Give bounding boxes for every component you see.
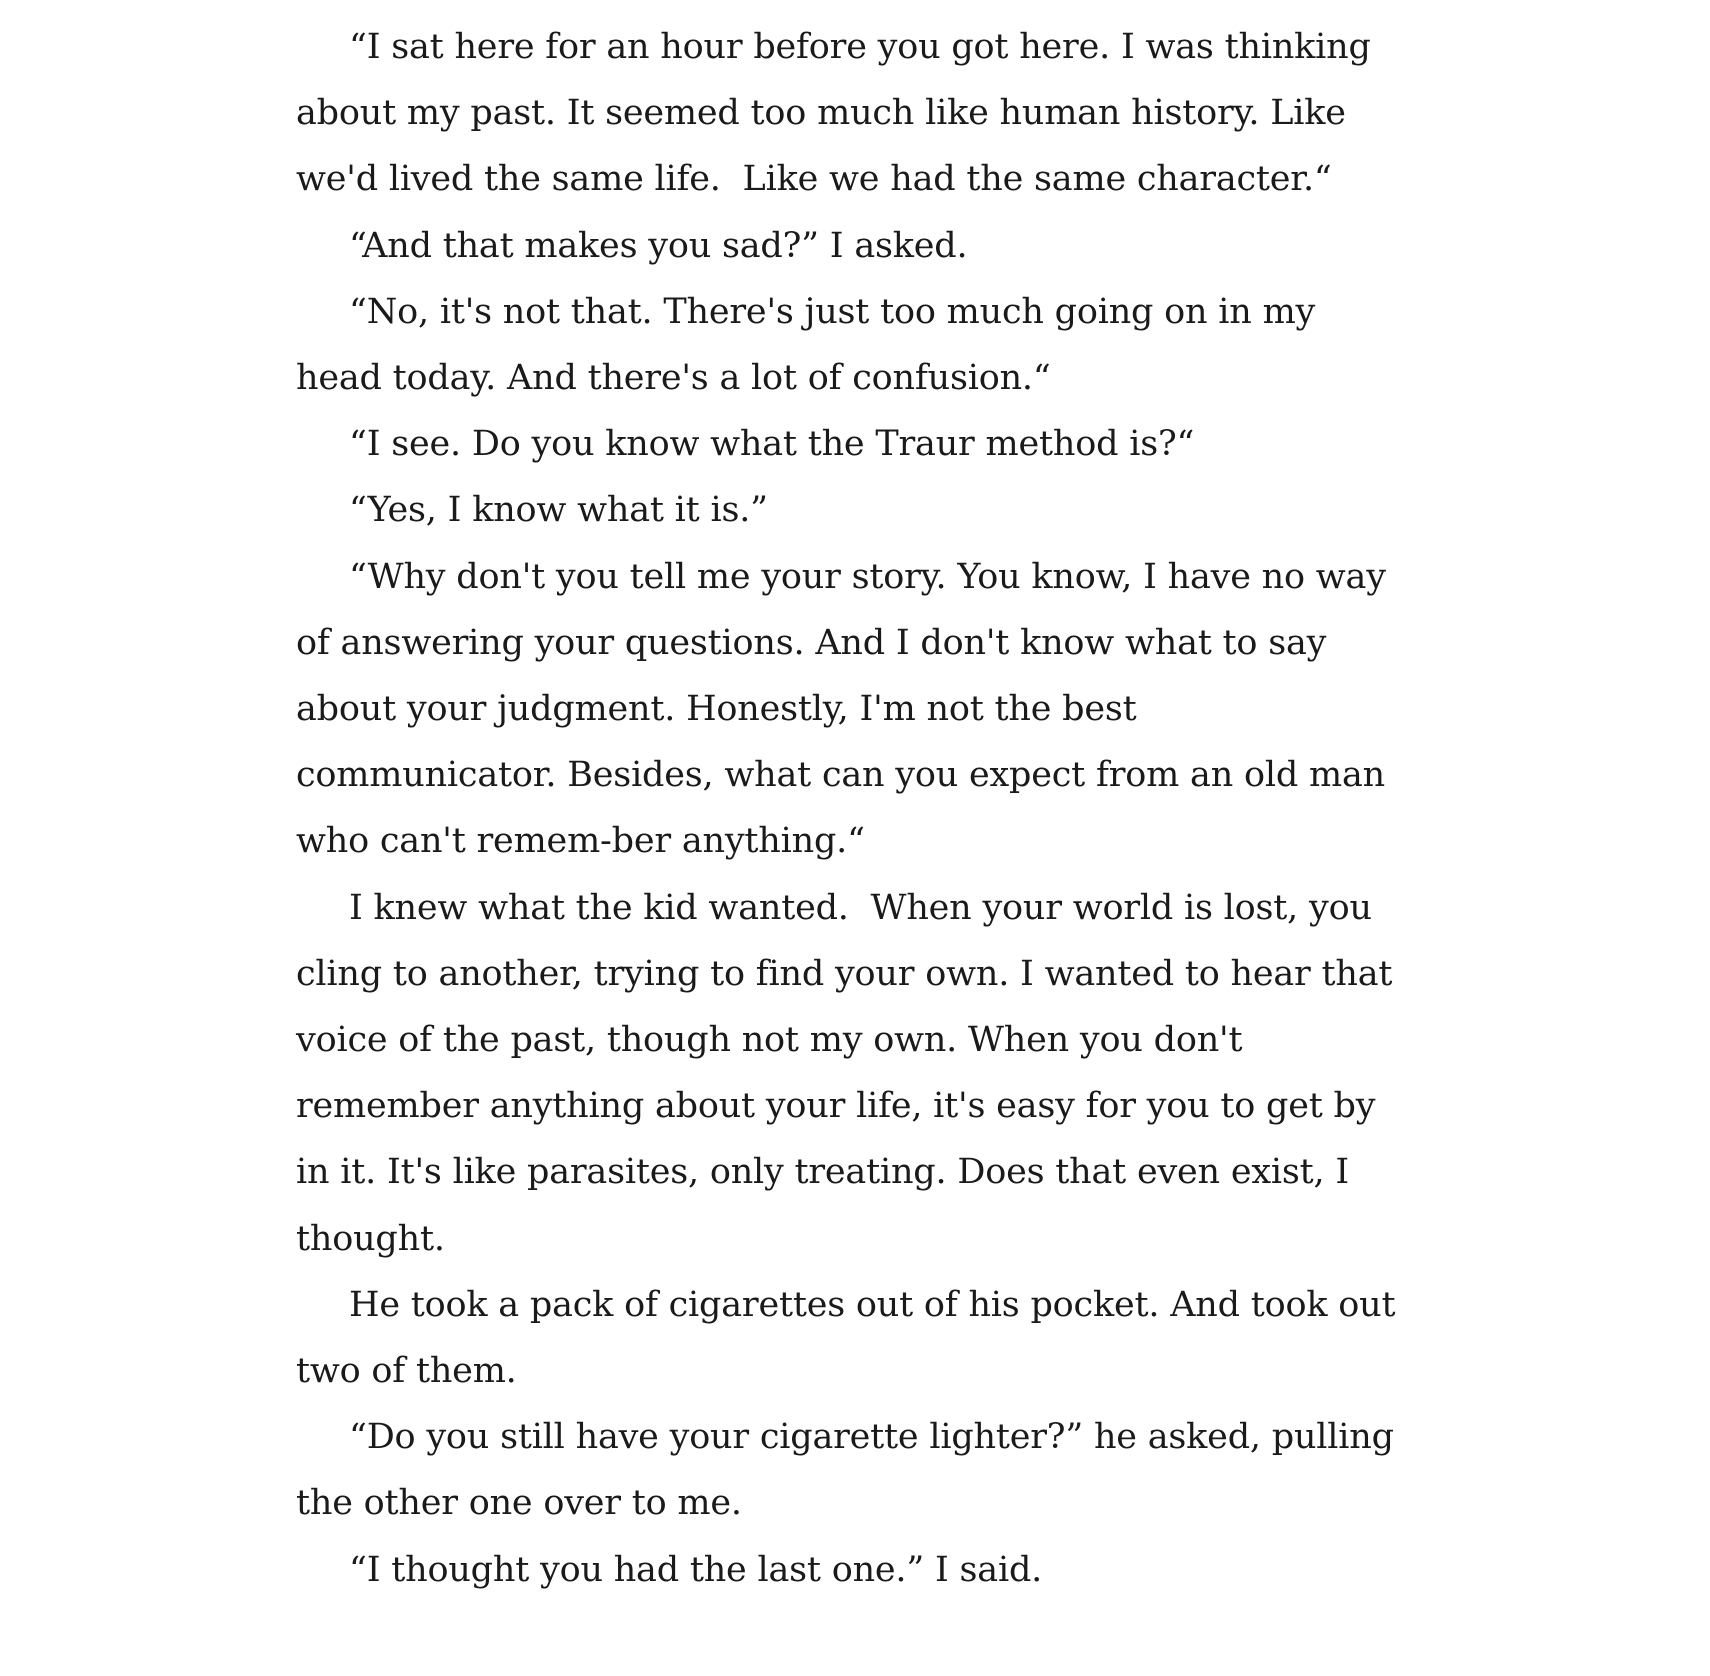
paragraph: “Do you still have your cigarette lighter?” he asked, pulling the other one over to me. bbox=[296, 1417, 1405, 1524]
paragraph: I knew what the kid wanted. When your world is lost, you cling to another, trying to find your own. I wanted to hear that voice of the past, though not my own. When you don't remember anything about your life, it's easy for you to get by in it. It's like parasites, only treating. Does that even exist, I thought. bbox=[296, 887, 1404, 1259]
paragraph: “I thought you had the last one.” I said. bbox=[349, 1549, 1043, 1590]
paragraph: He took a pack of cigarettes out of his pocket. And took out two of them. bbox=[296, 1284, 1407, 1392]
page-text-body bbox=[296, 14, 1406, 1603]
paragraph: “Why don't you tell me your story. You know, I have no way of answering your questions. And I don't know what to say about your judgment. Honestly, I'm not the best communicator. Besides, what can you expect from an old man who can't remem-ber anything.“ bbox=[296, 556, 1397, 862]
paragraph: “I sat here for an hour before you got here. I was thinking about my past. It seemed too much like human history. Like we'd lived the same life. Like we had the same character.“ bbox=[296, 27, 1382, 200]
paragraph: “And that makes you sad?” I asked. bbox=[349, 225, 968, 266]
paragraph: “No, it's not that. There's just too much going on in my head today. And there's a lot of confusion.“ bbox=[296, 291, 1327, 399]
paragraph: “Yes, I know what it is.” bbox=[349, 490, 768, 531]
paragraph: “I see. Do you know what the Traur method is?“ bbox=[349, 424, 1195, 465]
